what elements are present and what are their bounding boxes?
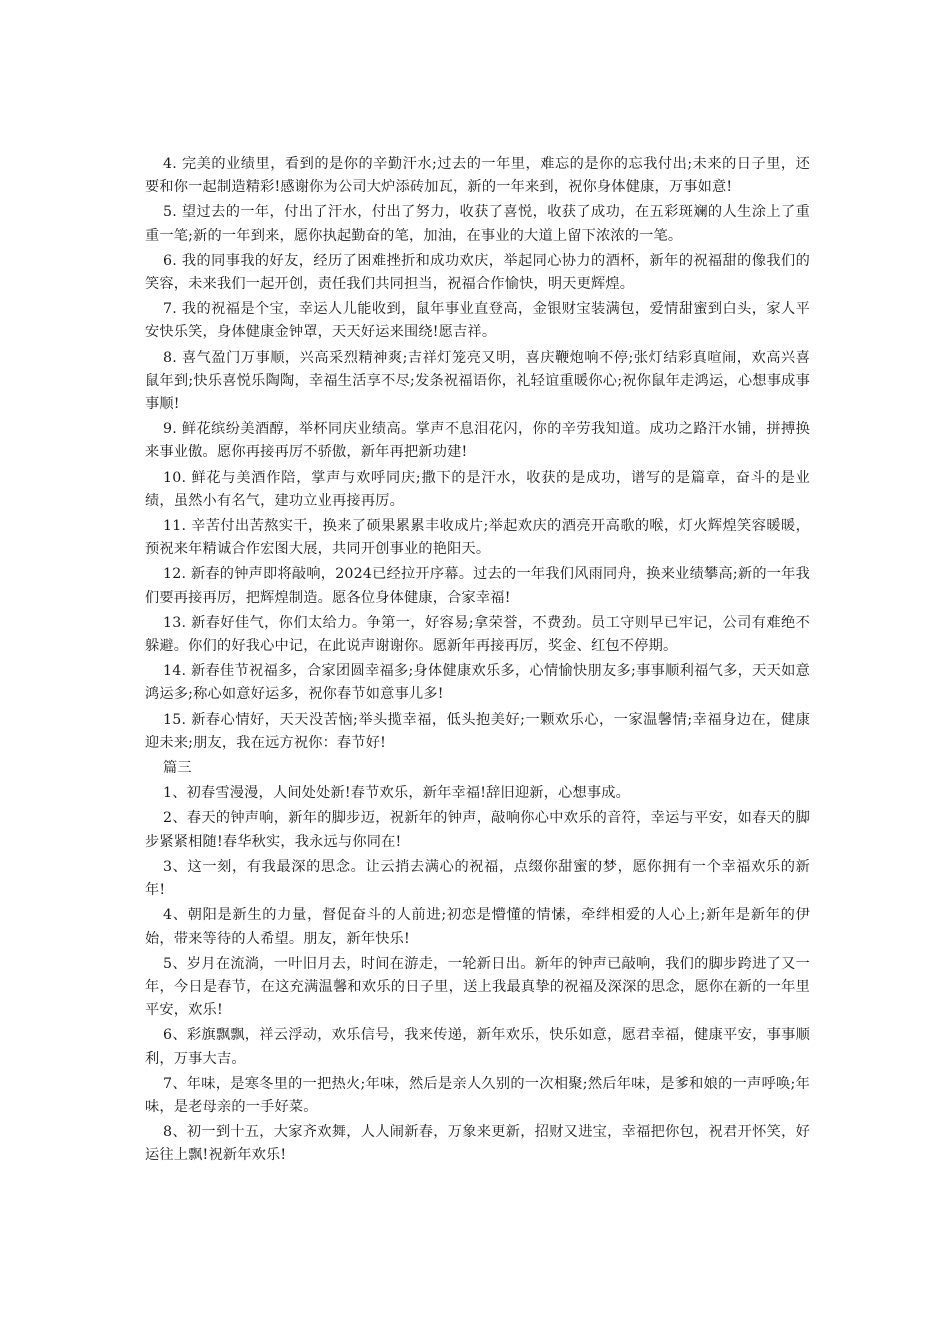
section3-paragraph-2: 2、春天的钟声响，新年的脚步迈，祝新年的钟声，敲响你心中欢乐的音符，幸运与平安，如春天的脚步紧紧相随!春华秋实，我永远与你同在! — [145, 810, 810, 850]
paragraph-4: 4. 完美的业绩里，看到的是你的辛勤汗水;过去的一年里，难忘的是你的忘我付出;未来的日子里，还要和你一起制造精彩!感谢你为公司大炉添砖加瓦，新的一年来到，祝你身体健康，万事如意! — [145, 156, 810, 196]
paragraph-9: 9. 鲜花缤纷美酒醇，举杯同庆业绩高。掌声不息泪花闪，你的辛劳我知道。成功之路汗水铺，拼搏换来事业傲。愿你再接再厉不骄傲，新年再把新功建! — [145, 421, 810, 461]
paragraph-15: 15. 新春心情好，天天没苦恼;举头揽幸福，低头抱美好;一颗欢乐心，一家温馨情;幸福身边在，健康迎未来;朋友，我在远方祝你：春节好! — [145, 711, 810, 751]
paragraph-13: 13. 新春好佳气，你们太给力。争第一，好容易;拿荣誉，不费劲。员工守则早已牢记，公司有难绝不躲避。你们的好我心中记，在此说声谢谢你。愿新年再接再厉，奖金、红包不停期。 — [145, 614, 810, 655]
paragraph-8: 8. 喜气盈门万事顺，兴高采烈精神爽;吉祥灯笼亮又明，喜庆鞭炮响不停;张灯结彩真喧闹，欢高兴喜鼠年到;快乐喜悦乐陶陶，幸福生活享不尽;发条祝福语你，礼轻谊重暖你心;祝你鼠年走鸿运，心想事成事事顺! — [145, 349, 810, 413]
section3-paragraph-3: 3、这一刻，有我最深的思念。让云捎去满心的祝福，点缀你甜蜜的梦，愿你拥有一个幸福欢乐的新年! — [145, 858, 810, 899]
section-heading: 篇三 — [163, 760, 192, 777]
paragraph-11: 11. 辛苦付出苦熬实干，换来了硕果累累丰收成片;举起欢庆的酒亮开高歌的喉，灯火辉煌笑容暖暖，预祝来年精诚合作宏图大展，共同开创事业的艳阳天。 — [145, 518, 810, 558]
paragraph-14: 14. 新春佳节祝福多，合家团圆幸福多;身体健康欢乐多，心情愉快朋友多;事事顺利福气多，天天如意鸿运多;称心如意好运多，祝你春节如意事儿多! — [145, 663, 810, 703]
section3-paragraph-5: 5、岁月在流淌，一叶旧月去，时间在游走，一轮新日出。新年的钟声已敲响，我们的脚步跨进了又一年，今日是春节，在这充满温馨和欢乐的日子里，送上我最真挚的祝福及深深的思念，愿你在新的一年里平安，欢乐! — [145, 955, 810, 1019]
paragraph-12: 12. 新春的钟声即将敲响，2024已经拉开序幕。过去的一年我们风雨同舟，换来业绩攀高;新的一年我们要再接再厉，把辉煌制造。愿各位身体健康，合家幸福! — [145, 566, 810, 606]
section3-paragraph-1: 1、初春雪漫漫，人间处处新!春节欢乐，新年幸福!辞旧迎新，心想事成。 — [163, 785, 631, 802]
paragraph-6: 6. 我的同事我的好友，经历了困难挫折和成功欢庆，举起同心协力的酒杯，新年的祝福甜的像我们的笑容，未来我们一起开创，责任我们共同担当，祝福合作愉快，明天更辉煌。 — [145, 252, 810, 293]
paragraph-7: 7. 我的祝福是个宝，幸运人儿能收到，鼠年事业直登高，金银财宝装满包，爱情甜蜜到白头，家人平安快乐笑，身体健康金钟罩，天天好运来围绕!愿吉祥。 — [145, 301, 810, 341]
paragraph-5: 5. 望过去的一年，付出了汗水，付出了努力，收获了喜悦，收获了成功，在五彩斑斓的人生涂上了重重一笔;新的一年到来，愿你执起勤奋的笔，加油，在事业的大道上留下浓浓的一笔。 — [145, 204, 810, 244]
paragraph-10: 10. 鲜花与美酒作陪，掌声与欢呼同庆;撒下的是汗水，收获的是成功，谱写的是篇章，奋斗的是业绩，虽然小有名气，建功立业再接再厉。 — [145, 469, 810, 509]
section3-paragraph-6: 6、彩旗飘飘，祥云浮动，欢乐信号，我来传递，新年欢乐，快乐如意，愿君幸福，健康平安，事事顺利，万事大吉。 — [145, 1027, 810, 1067]
section3-paragraph-4: 4、朝阳是新生的力量，督促奋斗的人前进;初恋是懵懂的情愫，牵绊相爱的人心上;新年是新年的伊始，带来等待的人希望。朋友，新年快乐! — [145, 907, 810, 947]
section3-paragraph-7: 7、年味，是寒冬里的一把热火;年味，然后是亲人久别的一次相聚;然后年味，是爹和娘的一声呼唤;年味，是老母亲的一手好菜。 — [145, 1075, 810, 1115]
section3-paragraph-8: 8、初一到十五，大家齐欢舞，人人闹新春，万象来更新，招财又进宝，幸福把你包，祝君开怀笑，好运往上飘!祝新年欢乐! — [145, 1124, 810, 1164]
